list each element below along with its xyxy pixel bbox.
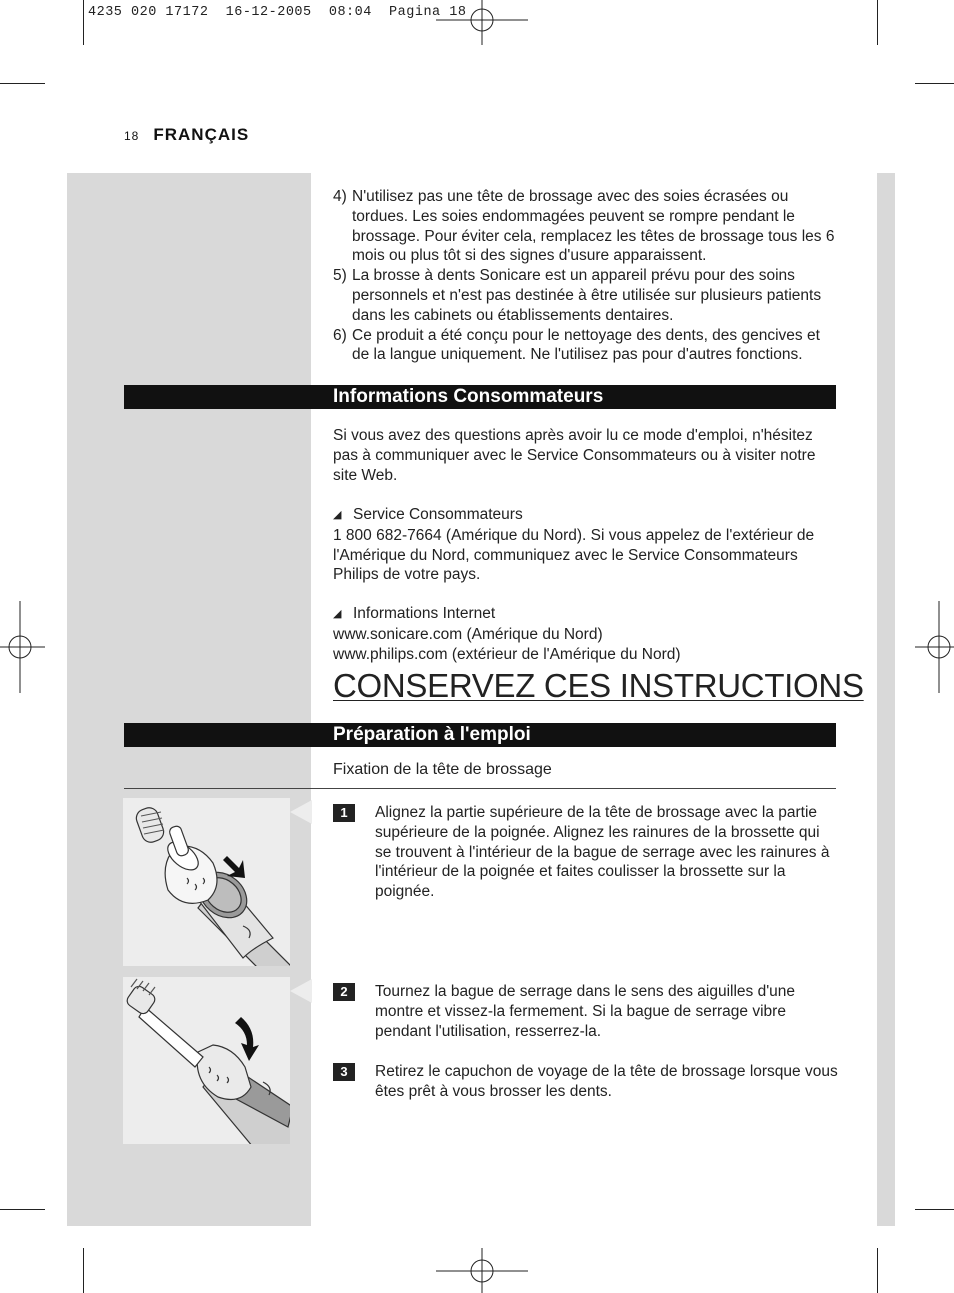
step-text: Tournez la bague de serrage dans le sens des aiguilles d'une montre et vissez-la fermement. Si la bague de serrage vibre pendant l'utilisation, resserrez-la.: [375, 983, 796, 1040]
step-3: [333, 1062, 838, 1102]
step-number: 3: [333, 1063, 355, 1081]
callout-pointer: [290, 800, 312, 824]
page-language: FRANÇAIS: [153, 125, 250, 144]
internet-link-2[interactable]: www.philips.com (extérieur de l'Amérique du Nord): [333, 645, 681, 663]
illustration-tighten-ring: [123, 977, 290, 1144]
print-header: 4235 020 17172 16-12-2005 08:04 Pagina 18: [88, 5, 467, 20]
precautions-list: [333, 187, 838, 365]
callout-pointer: [290, 979, 312, 1003]
list-item: [333, 187, 838, 266]
list-item-number: 5): [333, 267, 347, 285]
arrow-curved-icon: [235, 1017, 259, 1061]
list-item-text: N'utilisez pas une tête de brossage avec des soies écrasées ou tordues. Les soies endommagées peuvent se rompre pendant le brossage. Pour éviter cela, remplacez les têtes de brossage tous les 6 mois ou plus tôt si des signes d'usure apparaissent.: [352, 188, 835, 265]
consumer-info-intro: Si vous avez des questions après avoir lu ce mode d'emploi, n'hésitez pas à communiquer avec le Service Consommateurs ou à visiter notre site Web.: [333, 427, 816, 484]
bullet-triangle-icon: ◢: [333, 509, 342, 521]
step-number: 1: [333, 804, 355, 822]
step-text: Alignez la partie supérieure de la tête de brossage avec la partie supérieure de la poignée. Alignez les rainures de la brossette qui se trouvent à l'intérieur de la bague de serrage avec les rainures à l'intérieur de la poignée et faites coulisser la brossette sur la poignée.: [375, 804, 830, 901]
page-number: 18: [124, 129, 140, 143]
list-item: [333, 266, 838, 325]
illustration-attach-brush-head: [123, 798, 290, 966]
registration-mark-icon: [436, 1248, 528, 1293]
step-text: Retirez le capuchon de voyage de la tête de brossage lorsque vous êtes prêt à vous brosser les dents.: [375, 1063, 838, 1100]
internet-link-1[interactable]: www.sonicare.com (Amérique du Nord): [333, 625, 603, 643]
registration-mark-icon: [915, 601, 954, 693]
toothbrush-tighten-illustration: [123, 977, 290, 1144]
service-section: [333, 505, 838, 585]
list-item-text: Ce produit a été conçu pour le nettoyage des dents, des gencives et de la langue uniquement. Ne l'utilisez pas pour d'autres fonctions.: [352, 326, 820, 364]
section-heading-bar: [124, 723, 836, 747]
bullet-triangle-icon: ◢: [333, 608, 342, 620]
toothbrush-attach-illustration: [123, 798, 290, 966]
keep-instructions-title: CONSERVEZ CES INSTRUCTIONS: [333, 667, 864, 704]
step-2: [333, 982, 838, 1041]
registration-mark-icon: [0, 601, 45, 693]
subsection-title: Fixation de la tête de brossage: [333, 761, 552, 778]
service-text: 1 800 682-7664 (Amérique du Nord). Si vous appelez de l'extérieur de l'Amérique du Nord, communiquez avec le Service Consommateurs Philips de votre pays.: [333, 526, 815, 584]
internet-section: [333, 604, 838, 664]
divider: [124, 788, 836, 789]
step-1: [333, 803, 838, 902]
list-item-number: 4): [333, 188, 347, 205]
section-title: Préparation à l'emploi: [333, 724, 531, 745]
section-title: Informations Consommateurs: [333, 386, 604, 407]
right-margin-band: [877, 173, 895, 1226]
list-item-text: La brosse à dents Sonicare est un appareil prévu pour des soins personnels et n'est pas destinée à être utilisée sur plusieurs patients dans les cabinets ou établissements dentaires.: [352, 267, 822, 324]
service-title: Service Consommateurs: [353, 506, 523, 523]
list-item: [333, 326, 838, 366]
service-heading: [333, 505, 838, 526]
page-header: [124, 124, 249, 145]
step-number: 2: [333, 983, 355, 1001]
registration-mark-icon: [436, 0, 528, 45]
internet-heading: [333, 604, 838, 625]
section-heading-bar: [124, 385, 836, 409]
list-item-number: 6): [333, 326, 347, 344]
internet-title: Informations Internet: [353, 605, 496, 622]
